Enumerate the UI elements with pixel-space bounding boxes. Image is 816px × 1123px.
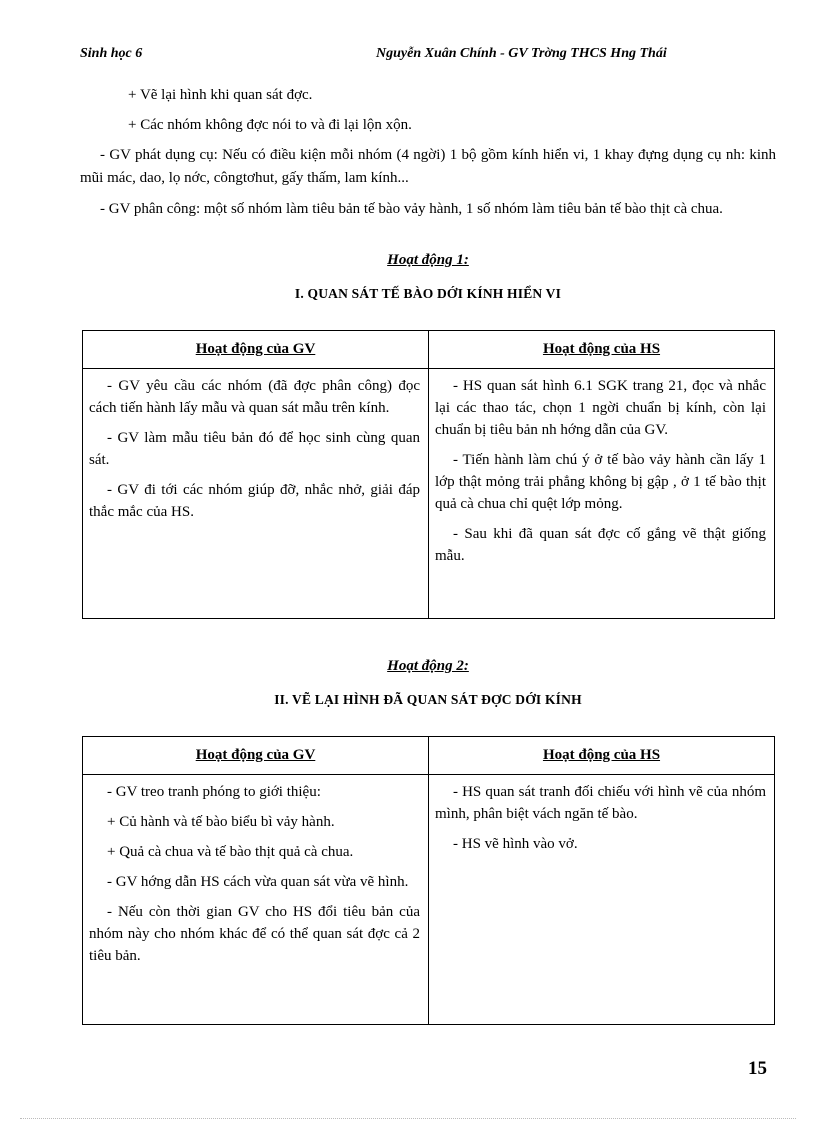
hs-item: - HS vẽ hình vào vở.: [453, 836, 578, 852]
page-bottom-divider: [20, 1118, 796, 1119]
intro-paragraph-assignment: - GV phân công: một số nhóm làm tiêu bản tế bào vảy hành, 1 số nhóm làm tiêu bản tế bào thịt cà chua.: [100, 201, 723, 217]
gv-activities-cell: [83, 775, 429, 1025]
gv-item: - GV đi tới các nhóm giúp đỡ, nhắc nhở, giải đáp thắc mắc của HS.: [89, 482, 420, 520]
activity-2-table: [82, 736, 775, 1025]
header-author: Nguyễn Xuân Chính - GV Trờng THCS Hng Thái: [376, 46, 667, 61]
hs-item: - HS quan sát tranh đối chiếu với hình vẽ của nhóm mình, phân biệt vách ngăn tế bào.: [435, 784, 766, 822]
column-header-gv: Hoạt động của GV: [83, 737, 429, 775]
table-header-row: [83, 331, 775, 369]
gv-item: - Nếu còn thời gian GV cho HS đổi tiêu bản của nhóm này cho nhóm khác để có thể quan sát đợc cả 2 tiêu bản.: [89, 904, 420, 964]
gv-item: - GV làm mẫu tiêu bản đó để học sinh cùng quan sát.: [89, 430, 420, 468]
hs-item: - Sau khi đã quan sát đợc cố gắng vẽ thật giống mẫu.: [435, 526, 766, 564]
activity-1-section-title: I. QUAN SÁT TẾ BÀO DỚI KÍNH HIỂN VI: [294, 286, 562, 301]
hs-item: - Tiến hành làm chú ý ở tế bào vảy hành cần lấy 1 lớp thật mỏng trải phẳng không bị gập , ở 1 tế bào thịt quả cà chua chỉ quệt lớp mỏng.: [435, 452, 766, 512]
gv-item: + Củ hành và tế bào biểu bì vảy hành.: [107, 814, 335, 830]
intro-line-2: + Các nhóm không đợc nói to và đi lại lộn xộn.: [128, 117, 412, 133]
intro-paragraph-tools: - GV phát dụng cụ: Nếu có điều kiện mỗi nhóm (4 ngời) 1 bộ gồm kính hiển vi, 1 khay đựng dụng cụ nh: kinh mũi mác, dao, lọ nớc, côngtơhut, gấy thấm, lam kính...: [80, 147, 776, 186]
gv-activities-cell: [83, 369, 429, 619]
column-header-gv: Hoạt động của GV: [83, 331, 429, 369]
table-row: [83, 775, 775, 1025]
table-header-row: [83, 737, 775, 775]
gv-item: - GV treo tranh phóng to giới thiệu:: [107, 784, 321, 800]
activity-1-heading: Hoạt động 1:: [387, 252, 469, 268]
activity-1-table: [82, 330, 775, 619]
activity-2-heading: Hoạt động 2:: [387, 658, 469, 674]
table-row: [83, 369, 775, 619]
hs-item: - HS quan sát hình 6.1 SGK trang 21, đọc và nhắc lại các thao tác, chọn 1 ngời chuẩn bị kính, còn lại chuẩn bị tiêu bản nh hớng dẫn của GV.: [435, 378, 766, 438]
intro-line-1: + Vẽ lại hình khi quan sát đợc.: [128, 87, 313, 103]
column-header-hs: Hoạt động của HS: [429, 331, 775, 369]
activity-2-section-title: II. VẼ LẠI HÌNH ĐÃ QUAN SÁT ĐỢC DỚI KÍNH: [274, 692, 582, 707]
hs-activities-cell: [429, 369, 775, 619]
gv-item: + Quả cà chua và tế bào thịt quả cà chua.: [107, 844, 354, 860]
gv-item: - GV yêu cầu các nhóm (đã đợc phân công) đọc cách tiến hành lấy mẫu và quan sát mẫu trên kính.: [89, 378, 420, 416]
gv-item: - GV hớng dẫn HS cách vừa quan sát vừa vẽ hình.: [107, 874, 409, 890]
column-header-hs: Hoạt động của HS: [429, 737, 775, 775]
header-subject: Sinh học 6: [80, 46, 143, 61]
page-number: 15: [748, 1058, 767, 1079]
hs-activities-cell: [429, 775, 775, 1025]
page-header: [80, 46, 740, 66]
